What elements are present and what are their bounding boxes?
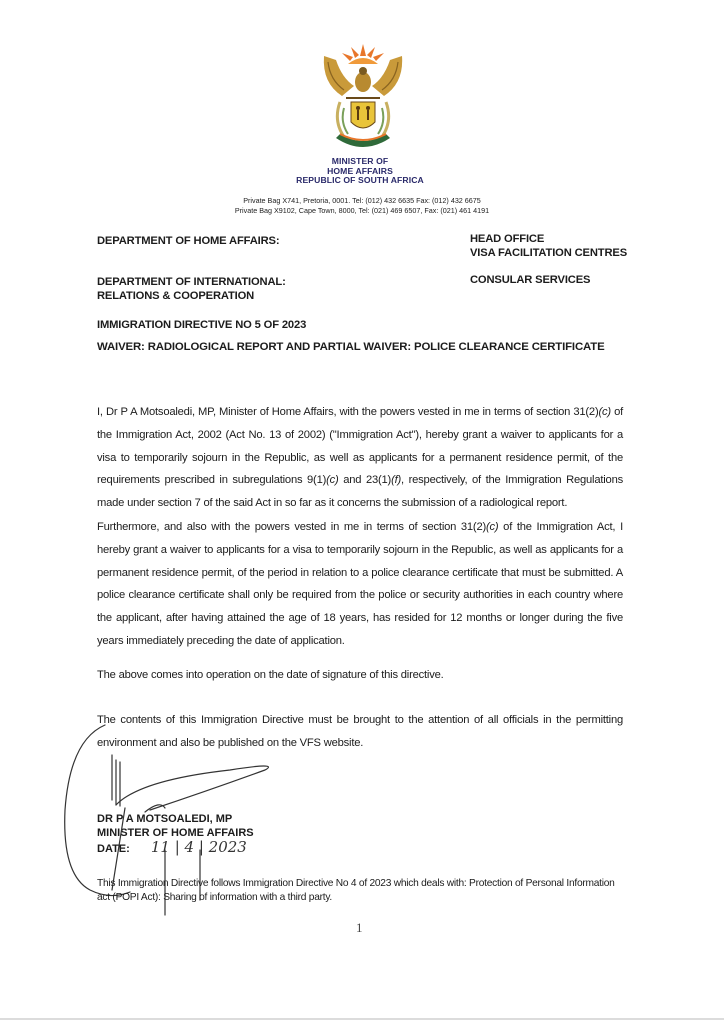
addressee-head-office xyxy=(470,232,627,260)
addressee-dirco xyxy=(97,275,286,303)
footnote: This Immigration Directive follows Immigration Directive No 4 of 2023 which deals with: Protection of Personal Information act (POPI Act): Sharing of information with a third party. xyxy=(97,878,615,903)
date-label: DATE: xyxy=(97,843,130,855)
text-run: of the Immigration Act, I hereby grant a waiver to applicants for a visa to temporarily sojourn in the Republic, as well as applicants for a permanent residence permit, of the period in relation to a police clearance certificate that must be submitted. A police clearance certificate shall only be required from the police or security authorities in each country where the applicant, after having attained the age of 18 years, has resided for 12 months or longer during the five years immediately preceding the date of application. xyxy=(97,521,623,647)
ministry-line: MINISTER OF xyxy=(331,156,389,166)
paragraph-operation-date: The above comes into operation on the date of signature of this directive. xyxy=(97,669,444,681)
letterhead-address xyxy=(150,196,574,216)
address-cape-town: Private Bag X9102, Cape Town, 8000, Tel: (021) 469 6507, Fax: (021) 461 4191 xyxy=(234,206,490,215)
signature-block xyxy=(97,812,254,856)
addressee-line: CONSULAR SERVICES xyxy=(470,274,591,286)
signatory-name: DR P A MOTSOALEDI, MP xyxy=(97,813,233,825)
page-number: 1 xyxy=(356,920,363,935)
signature-date xyxy=(97,840,254,856)
address-pretoria: Private Bag X741, Pretoria, 0001. Tel: (012) 432 6635 Fax: (012) 432 6675 xyxy=(243,196,481,205)
addressee-line: RELATIONS & COOPERATION xyxy=(97,290,255,302)
addressee-line: DEPARTMENT OF INTERNATIONAL: xyxy=(97,276,286,288)
paragraph-police-clearance-waiver xyxy=(97,516,623,653)
text-run: (f) xyxy=(391,474,402,487)
signatory-position: MINISTER OF HOME AFFAIRS xyxy=(97,827,254,839)
ministry-heading xyxy=(250,157,470,186)
directive-title: WAIVER: RADIOLOGICAL REPORT AND PARTIAL WAIVER: POLICE CLEARANCE CERTIFICATE xyxy=(97,341,605,353)
addressee-line: VISA FACILITATION CENTRES xyxy=(470,247,628,259)
text-run: I, Dr P A Motsoaledi, MP, Minister of Home Affairs, with the powers vested in me in terms of section 31(2) xyxy=(97,406,599,418)
addressee-line: HEAD OFFICE xyxy=(470,233,545,245)
text-run: , respectively, of the Immigration Regulations made under section 7 of the said Act in so far as it concerns the submission of a radiological report. xyxy=(97,474,623,510)
text-run: (c) xyxy=(486,521,499,533)
ministry-line: REPUBLIC OF SOUTH AFRICA xyxy=(296,175,424,185)
text-run: (c) xyxy=(326,474,339,487)
text-run: of the Immigration Act, 2002 (Act No. 13 of 2002) ("Immigration Act"), hereby grant a waiver to applicants for a visa to temporarily sojourn in the Republic, as well as applicants for a permanent residence permit, of the requirements prescribed in subregulations 9(1) xyxy=(97,406,623,487)
page-edge-divider xyxy=(0,1018,724,1020)
directive-number: IMMIGRATION DIRECTIVE NO 5 OF 2023 xyxy=(97,319,307,331)
addressee-home-affairs xyxy=(97,234,279,248)
date-handwritten: 11 | 4 | 2023 xyxy=(150,838,247,856)
ministry-line: HOME AFFAIRS xyxy=(327,165,393,176)
coat-of-arms-icon xyxy=(318,38,408,156)
text-run: and 23(1) xyxy=(338,474,392,487)
text-run: Furthermore, and also with the powers vested in me in terms of section 31(2) xyxy=(97,521,486,533)
paragraph-publication: The contents of this Immigration Directive must be brought to the attention of all officials in the permitting environment and also be published on the VFS website. xyxy=(97,714,623,749)
paragraph-radiological-waiver xyxy=(97,401,623,515)
addressee-consular xyxy=(470,273,590,287)
addressee-line: DEPARTMENT OF HOME AFFAIRS: xyxy=(97,235,280,247)
text-run: (c) xyxy=(598,406,611,418)
